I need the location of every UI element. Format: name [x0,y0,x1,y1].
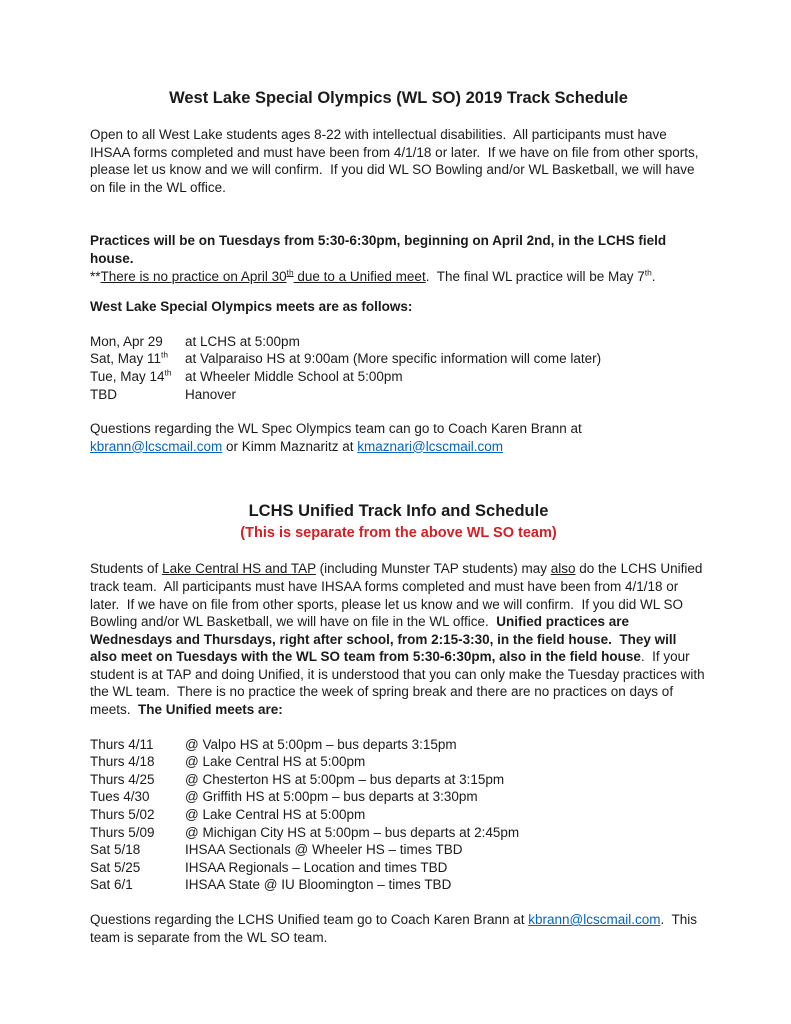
meet-row [90,824,707,842]
text-segment: . If your student is at TAP and doing Unified, it is understood that you can only make the Tuesday practices with the WL team. There is no practice the week of spring break and there are no practices on days of meets. [90,649,709,718]
text-segment: (including Munster TAP students) may [315,561,551,577]
text-segment: . This team is separate from the WL SO team. [90,912,701,945]
meet-detail: @ Chesterton HS at 5:00pm – bus departs at 3:15pm [185,771,505,787]
text-segment: There is no practice on April 30 [100,268,287,284]
meet-row [90,859,707,877]
text-segment: Students of [90,561,163,577]
wl-meets-list [90,333,707,403]
wl-no-practice-note [90,268,707,286]
spacer [90,719,707,736]
meet-date: Sat 5/18 [90,842,141,858]
spacer [90,403,707,420]
wl-questions-paragraph [90,420,707,455]
text-segment: Questions regarding the LCHS Unified team go to Coach Karen Brann at [90,912,529,927]
text-segment: Unified practices are Wednesdays and Thursdays, right after school, from 2:15-3:30, in the field house. They will also meet on Tuesdays with the WL SO team from 5:30-6:30pm, also in the field house [90,614,681,665]
meet-row [90,386,707,404]
meet-row [90,788,707,806]
meet-row [90,368,707,386]
meet-date: Thurs 4/25 [90,771,155,787]
meet-row [90,333,707,351]
meet-detail: Hanover [185,386,237,402]
spacer [90,894,707,911]
wl-intro-paragraph: Open to all West Lake students ages 8-22 with intellectual disabilities. All participants must have IHSAA forms completed and must have been from 4/1/18 or later. If we have on file from other sports, please let us know and we will confirm. If you did WL SO Bowling and/or WL Basketball, we will have on file in the WL office. [90,127,703,195]
date-superscript: th [161,349,169,360]
text-segment: . The final WL practice will be May 7 [425,268,645,284]
meet-date: Thurs 4/18 [90,754,155,770]
unified-section [90,501,707,946]
email-link[interactable]: kmaznari@lcscmail.com [357,438,504,454]
text-segment: . [651,268,656,284]
date-superscript: th [164,367,172,378]
meet-date: Thurs 5/09 [90,824,155,840]
unified-section-title: LCHS Unified Track Info and Schedule [248,502,549,521]
meet-detail: @ Griffith HS at 5:00pm – bus departs at 3:30pm [185,789,478,805]
unified-intro-paragraph [90,560,707,718]
meet-date: Mon, Apr 29 [90,333,163,349]
text-segment: The Unified meets are: [138,702,283,718]
meet-detail: at Wheeler Middle School at 5:00pm [185,368,403,384]
text-segment: do the LCHS Unified track team. All participants must have IHSAA forms completed and must have been from 4/1/18 or later. If we have on file from other sports, please let us know and we will confirm. If you did WL SO Bowling and/or WL Basketball, we will have on file in the WL office. [90,561,707,630]
meet-date: Tues 4/30 [90,789,150,805]
email-link[interactable]: kbrann@lcscmail.com [90,438,223,454]
meet-date: Thurs 5/02 [90,807,155,823]
meet-date: Tue, May 14th [90,367,172,384]
meet-detail: @ Valpo HS at 5:00pm – bus departs 3:15pm [185,736,457,752]
meet-date: Sat, May 11th [90,349,169,367]
meet-row [90,753,707,771]
meet-row [90,350,707,368]
text-segment: Questions regarding the WL Spec Olympics team can go to Coach Karen Brann at [90,421,586,437]
meet-detail: IHSAA Regionals – Location and times TBD [185,859,448,875]
meet-detail: @ Lake Central HS at 5:00pm [185,754,366,770]
spacer [90,109,707,126]
meet-detail: at Valparaiso HS at 9:00am (More specific information will come later) [185,351,602,367]
meet-date: TBD [90,386,117,402]
spacer [90,285,707,298]
meet-detail: IHSAA Sectionals @ Wheeler HS – times TBD [185,842,463,858]
meet-date: Sat 6/1 [90,877,133,893]
meet-row [90,841,707,859]
meet-detail: IHSAA State @ IU Bloomington – times TBD [185,877,452,893]
meet-row [90,771,707,789]
spacer [90,543,707,560]
text-segment: th [644,267,652,278]
wl-meets-heading: West Lake Special Olympics meets are as follows: [90,299,413,315]
unified-meets-list [90,736,707,894]
meet-detail: @ Lake Central HS at 5:00pm [185,807,366,823]
meet-detail: at LCHS at 5:00pm [185,333,300,349]
meet-detail: @ Michigan City HS at 5:00pm – bus departs at 2:45pm [185,824,520,840]
text-segment: also [550,561,576,577]
text-segment: Lake Central HS and TAP [162,561,316,577]
text-segment: or Kimm Maznaritz at [222,438,358,454]
text-segment: due to a Unified meet [293,268,426,284]
meet-row [90,806,707,824]
wl-practices-note: Practices will be on Tuesdays from 5:30-6:30pm, beginning on April 2nd, in the LCHS field house. [90,233,670,266]
meet-date: Sat 5/25 [90,859,141,875]
text-segment: ** [90,268,101,284]
spacer [90,316,707,333]
meet-row [90,736,707,754]
meet-row [90,876,707,894]
unified-section-subtitle: (This is separate from the above WL SO team) [240,525,557,542]
email-link[interactable]: kbrann@lcscmail.com [528,912,661,927]
spacer [90,196,707,232]
meet-date: Thurs 4/11 [90,736,154,752]
unified-questions-paragraph [90,911,707,946]
text-segment: th [286,267,294,278]
wl-section-title: West Lake Special Olympics (WL SO) 2019 Track Schedule [169,89,628,107]
